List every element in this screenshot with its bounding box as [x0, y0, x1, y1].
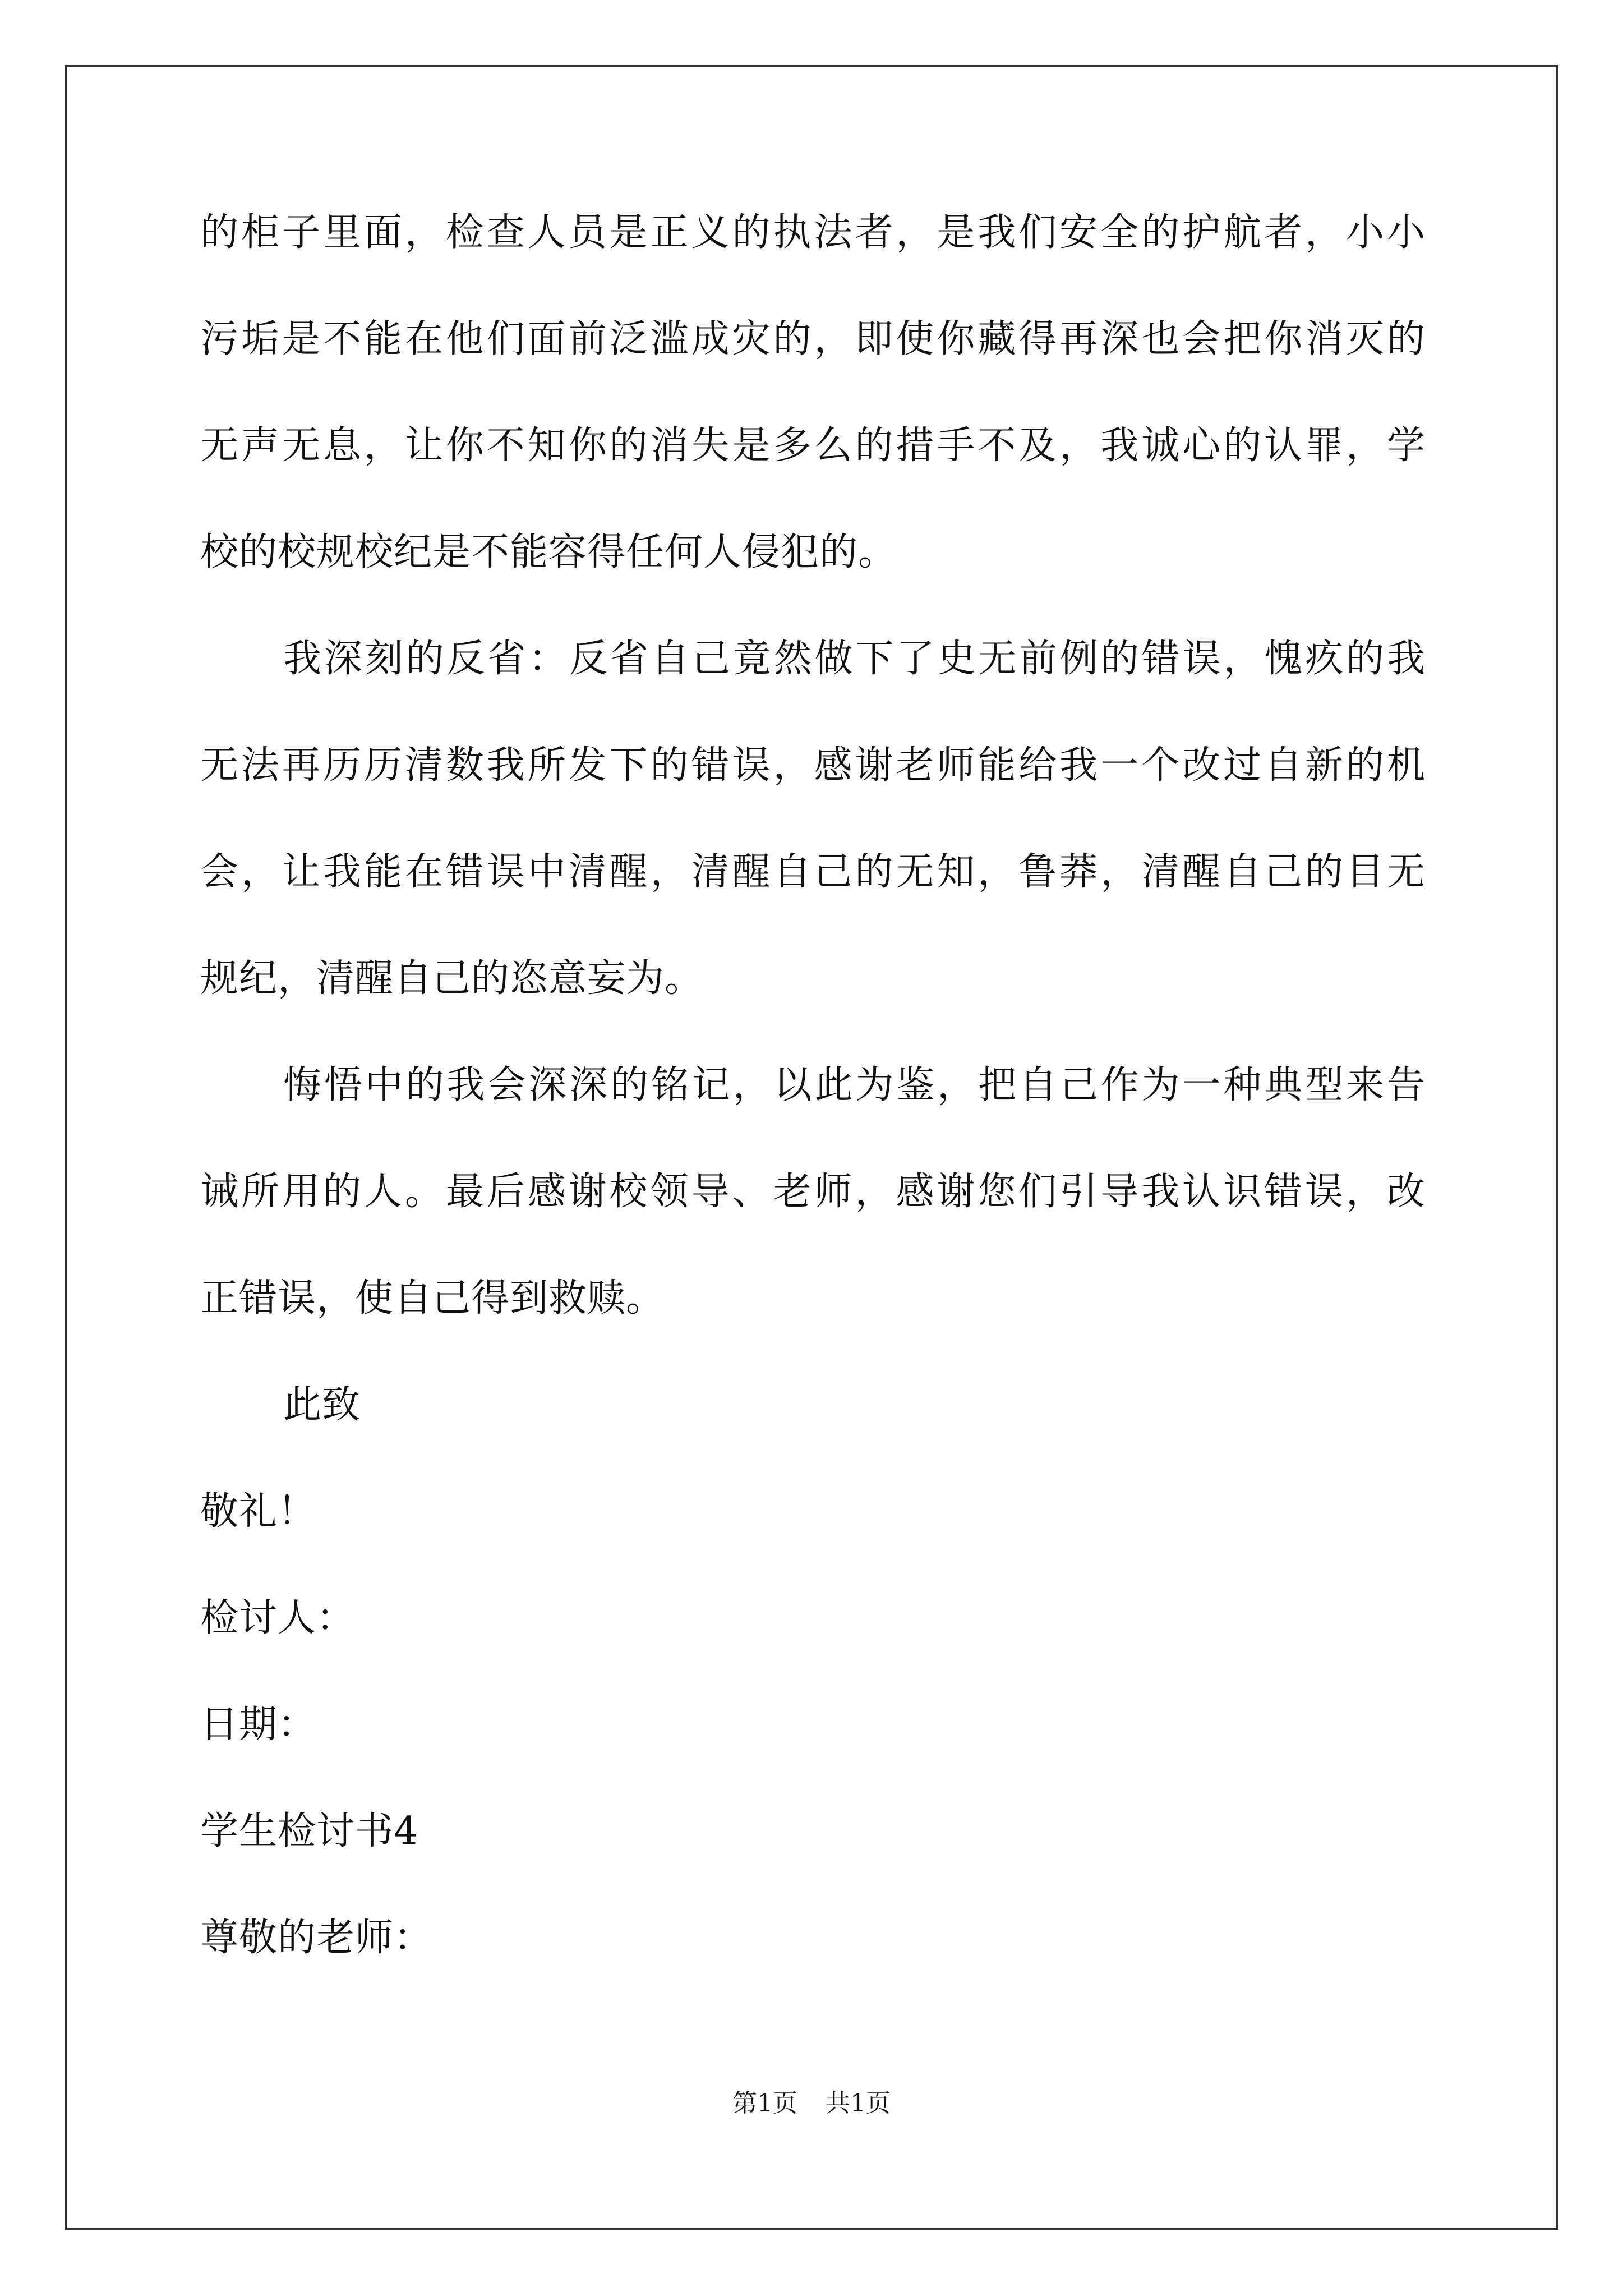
body-line: 污垢是不能在他们面前泛滥成灾的，即使你藏得再深也会把你消灭的: [200, 317, 1426, 361]
paragraph-start-line: 悔悟中的我会深深的铭记，以此为鉴，把自己作为一种典型来告: [283, 1063, 1426, 1107]
section-title: 学生检讨书4: [200, 1809, 419, 1853]
body-line: 无法再历历清数我所发下的错误，感谢老师能给我一个改过自新的机: [200, 743, 1426, 788]
page-total: 共1页: [826, 2089, 891, 2118]
document-body: [200, 211, 1426, 2023]
body-line: 规纪，清醒自己的恣意妄为。: [200, 956, 704, 1001]
body-line: 会，让我能在错误中清醒，清醒自己的无知，鲁莽，清醒自己的目无: [200, 850, 1426, 894]
signer-label: 检讨人：: [200, 1596, 356, 1640]
body-line: 的柜子里面，检查人员是正义的执法者，是我们安全的护航者，小小: [200, 210, 1426, 255]
body-line: 正错误，使自己得到救赎。: [200, 1276, 665, 1320]
closing-salutation: 此致: [283, 1383, 361, 1427]
date-label: 日期：: [200, 1703, 317, 1747]
paragraph-start-line: 我深刻的反省：反省自己竟然做下了史无前例的错误，愧疚的我: [283, 637, 1426, 681]
page-number: 第1页: [732, 2089, 797, 2118]
closing-regards: 敬礼！: [200, 1489, 317, 1534]
greeting-line: 尊敬的老师：: [200, 1916, 433, 1960]
body-line: 无声无息，让你不知你的消失是多么的措手不及，我诚心的认罪，学: [200, 424, 1426, 468]
body-line: 诫所用的人。最后感谢校领导、老师，感谢您们引导我认识错误，改: [200, 1170, 1426, 1214]
body-line: 校的校规校纪是不能容得任何人侵犯的。: [200, 530, 897, 574]
page-footer: [0, 2089, 1623, 2118]
